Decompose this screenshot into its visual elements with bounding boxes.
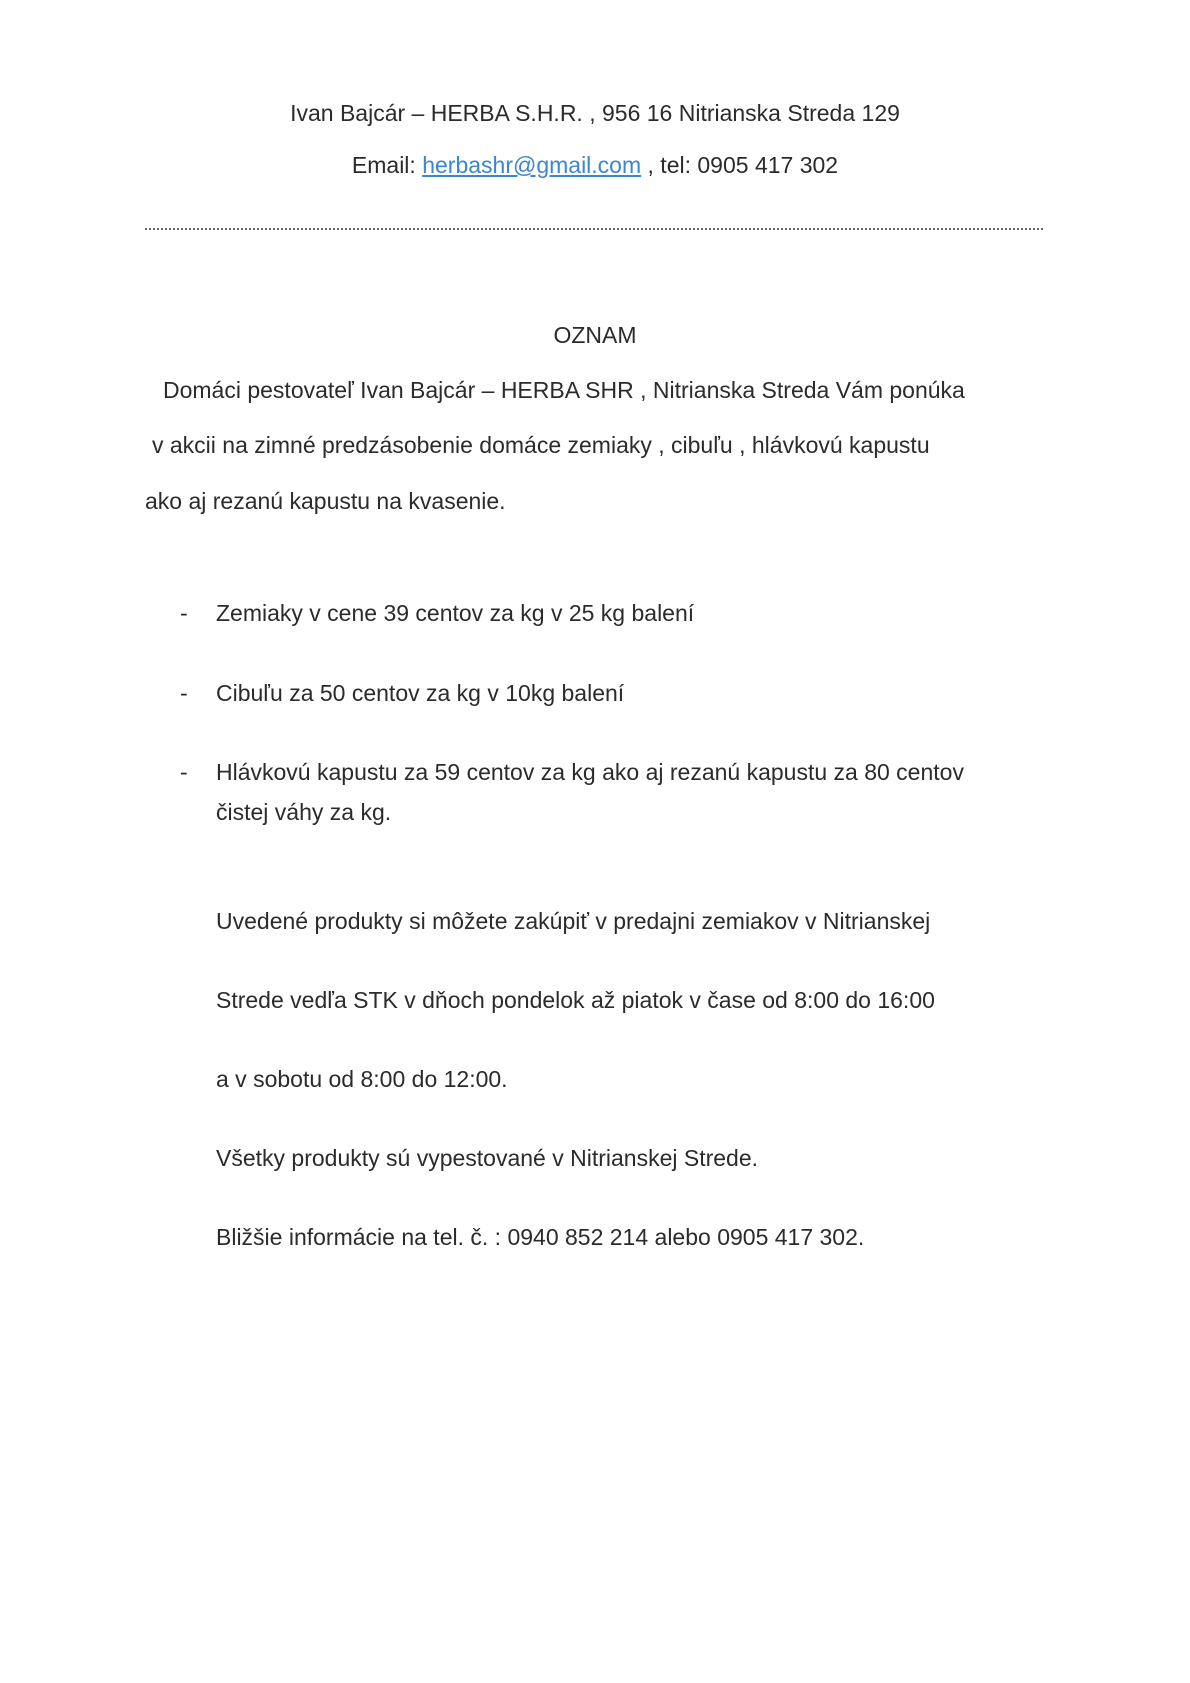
list-item-cabbage-cont: čistej váhy za kg. [216,799,392,825]
list-bullet: - [180,600,188,626]
list-bullet: - [180,759,188,785]
info-line-2: Strede vedľa STK v dňoch pondelok až piatok v čase od 8:00 do 16:00 [216,987,935,1013]
list-bullet: - [180,680,188,706]
intro-line-3: ako aj rezanú kapustu na kvasenie. [145,488,506,514]
info-line-4: Všetky produkty sú vypestované v Nitrianskej Strede. [216,1145,759,1171]
list-item-cabbage: Hlávkovú kapustu za 59 centov za kg ako aj rezanú kapustu za 80 centov [216,759,964,785]
info-line-3: a v sobotu od 8:00 do 12:00. [216,1066,508,1092]
header-phone: , tel: 0905 417 302 [641,152,839,178]
info-line-1: Uvedené produkty si môžete zakúpiť v predajni zemiakov v Nitrianskej [216,908,931,934]
page-title: OZNAM [553,322,637,348]
intro-line-2: v akcii na zimné predzásobenie domáce zemiaky , cibuľu , hlávkovú kapustu [152,432,930,458]
info-line-5: Bližšie informácie na tel. č. : 0940 852 214 alebo 0905 417 302. [216,1224,865,1250]
list-item-potatoes: Zemiaky v cene 39 centov za kg v 25 kg balení [216,600,695,626]
header-contact [0,150,1190,180]
email-label: Email: [351,152,423,178]
header-address: Ivan Bajcár – HERBA S.H.R. , 956 16 Nitrianska Streda 129 [290,100,900,126]
list-item-onions: Cibuľu za 50 centov za kg v 10kg balení [216,680,625,706]
dotted-divider [145,228,1043,230]
intro-line-1: Domáci pestovateľ Ivan Bajcár – HERBA SHR , Nitrianska Streda Vám ponúka [163,377,965,403]
email-link[interactable]: herbashr@gmail.com [422,152,642,178]
